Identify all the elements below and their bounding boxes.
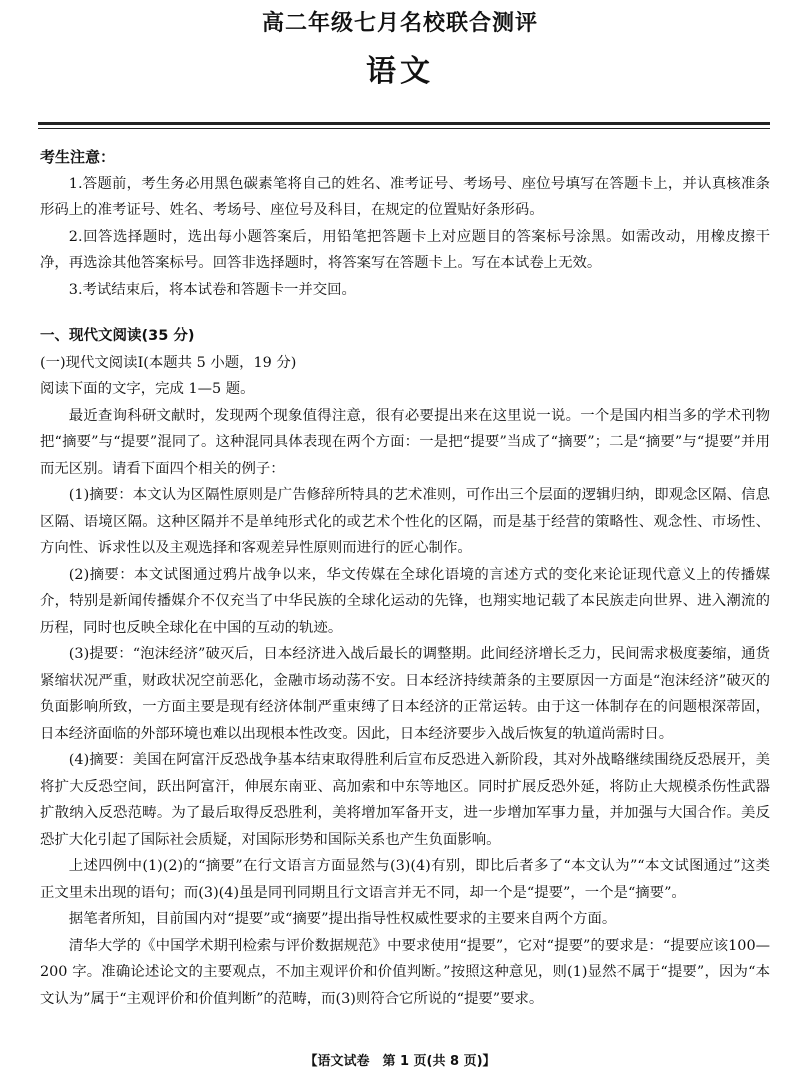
passage-paragraph: 最近查询科研文献时，发现两个现象值得注意，很有必要提出来在这里说一说。一个是国内相当多的学术刊物把“摘要”与“提要”混同了。这种混同具体表现在两个方面：一是把“提要”当成了“摘要”；二是“摘要”与“提要”并用而无区别。请看下面四个相关的例子： [40, 407, 770, 477]
header-divider-thin [38, 128, 770, 129]
passage-paragraph: (4)摘要：美国在阿富汗反恐战争基本结束取得胜利后宣布反恐进入新阶段，其对外战略继续围绕反恐展开，美将扩大反恐空间，跃出阿富汗，伸展东南亚、高加索和中东等地区。同时扩展反恐外延，将防止大规模杀伤性武器扩散纳入反恐范畴。为了最后取得反恐胜利，美将增加军备开支，进一步增加军事力量，并加强与大国合作。美反恐扩大化引起了国际社会质疑，对国际形势和国际关系也产生负面影响。 [40, 752, 770, 848]
passage-paragraph: 清华大学的《中国学术期刊检索与评价数据规范》中要求使用“提要”，它对“提要”的要求是：“提要应该100—200 字。准确论述论文的主要观点，不加主观评价和价值判断。”按照这种意见，则(1)显然不属于“提要”，因为“本文认为”属于“主观评价和价值判断”的范畴，而(3)则符合它所说的“提要”要求。 [40, 937, 770, 1007]
passage-paragraph: 上述四例中(1)(2)的“摘要”在行文语言方面显然与(3)(4)有别，即比后者多了“本文认为”“本文试图通过”这类正文里未出现的语句；而(3)(4)虽是同刊同期且行文语言并无不同，却一个是“提要”，一个是“摘要”。 [40, 858, 770, 901]
notice-heading: 考生注意： [40, 148, 116, 166]
passage-paragraph: (2)摘要：本文试图通过鸦片战争以来，华文传媒在全球化语境的言述方式的变化来论证现代意义上的传播媒介，特别是新闻传播媒介不仅充当了中华民族的全球化运动的先锋，也翔实地记载了本民族走向世界、进入潮流的历程，同时也反映全球化在中国的互动的轨迹。 [40, 566, 770, 636]
section-subheading: (一)现代文阅读Ⅰ(本题共 5 小题，19 分) [40, 354, 297, 371]
header-divider-thick [38, 122, 770, 125]
passage-paragraph: 据笔者所知，目前国内对“提要”或“摘要”提出指导性权威性要求的主要来自两个方面。 [68, 911, 617, 927]
exam-title: 高二年级七月名校联合测评 [261, 11, 538, 36]
section-heading: 一、现代文阅读(35 分) [40, 328, 195, 344]
reading-instruction: 阅读下面的文字，完成 1—5 题。 [40, 381, 255, 397]
notice-item: 1.答题前，考生务必用黑色碳素笔将自己的姓名、准考证号、考场号、座位号填写在答题卡上，并认真核准条形码上的准考证号、姓名、考场号、座位号及科目，在规定的位置贴好条形码。 [40, 175, 770, 218]
subject-title: 语文 [366, 54, 434, 89]
notice-item: 3.考试结束后，将本试卷和答题卡一并交回。 [68, 281, 356, 298]
notice-item: 2.回答选择题时，选出每小题答案后，用铅笔把答题卡上对应题目的答案标号涂黑。如需改动，用橡皮擦干净，再选涂其他答案标号。回答非选择题时，将答案写在答题卡上。写在本试卷上无效。 [40, 228, 770, 271]
exam-content [40, 144, 770, 1012]
passage-paragraph: (3)提要：“泡沫经济”破灭后，日本经济进入战后最长的调整期。此间经济增长乏力，民间需求极度萎缩，通货紧缩状况严重，财政状况空前恶化，金融市场动荡不安。日本经济持续萧条的主要原因一方面是“泡沫经济”破灭的负面影响所致，一方面主要是现有经济体制严重束缚了日本经济的正常运转。由于这一体制存在的问题根深蒂固，日本经济面临的外部环境也难以出现根本性改变。因此，日本经济要步入战后恢复的轨道尚需时日。 [40, 646, 770, 742]
page-footer: 【语文试卷 第 1 页(共 8 页)】 [304, 1054, 496, 1069]
passage-paragraph: (1)摘要：本文认为区隔性原则是广告修辞所特具的艺术准则，可作出三个层面的逻辑归纳，即观念区隔、信息区隔、语境区隔。这种区隔并不是单纯形式化的或艺术个性化的区隔，而是基于经营的策略性、观念性、市场性、方向性、诉求性以及主观选择和客观差异性原则而进行的匠心制作。 [40, 487, 770, 556]
